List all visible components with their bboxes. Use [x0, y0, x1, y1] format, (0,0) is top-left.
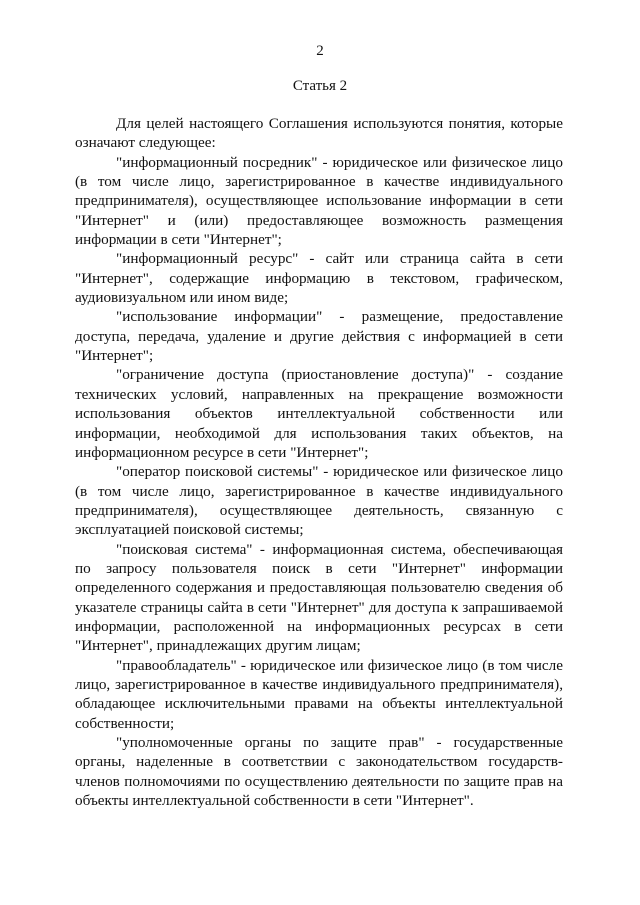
definition-use-of-information: "использование информации" - размещение, предоставление доступа, передача, удаление и другие действия с информацией в сети "Интернет"; [75, 308, 563, 365]
article-title: Статья 2 [292, 78, 348, 94]
definition-authorized-bodies: "уполномоченные органы по защите прав" - государственные органы, наделенные в соответствии с законодательством государств-членов полномочиями по осуществлению деятельности по защите прав на объекты интеллектуальной собственности в сети "Интернет". [75, 734, 563, 810]
definition-right-holder: "правообладатель" - юридическое или физическое лицо (в том числе лицо, зарегистрированное в качестве индивидуального предпринимателя), обладающее исключительными правами на объекты интеллектуальной собственности; [75, 656, 563, 732]
paragraph-intro: Для целей настоящего Соглашения используются понятия, которые означают следующее: [75, 115, 563, 152]
definition-information-resource: "информационный ресурс" - сайт или страница сайта в сети "Интернет", содержащие информацию в текстовом, графическом, аудиовизуальном или ином виде; [75, 250, 563, 307]
definition-access-restriction: "ограничение доступа (приостановление доступа)" - создание технических условий, направленных на прекращение возможности использования объектов интеллектуальной собственности или информации, необходимой для использования таких объектов, на информационном ресурсе в сети "Интернет"; [75, 366, 563, 461]
definition-information-intermediary: "информационный посредник" - юридическое или физическое лицо (в том числе лицо, зарегистрированное в качестве индивидуального предпринимателя), осуществляющее использование информации в сети "Интернет" и (или) предоставляющее возможность размещения информации в сети "Интернет"; [75, 153, 563, 249]
article-body [75, 114, 563, 810]
page-number: 2 [316, 43, 324, 59]
definition-search-engine: "поисковая система" - информационная система, обеспечивающая по запросу пользователя поиск в сети "Интернет" информации определенного содержания и предоставляющая пользователю сведения об указателе страницы сайта в сети "Интернет" для доступа к запрашиваемой информации, расположенной на информационных ресурсах в сети "Интернет", принадлежащих другим лицам; [75, 540, 563, 655]
definition-search-engine-operator: "оператор поисковой системы" - юридическое или физическое лицо (в том числе лицо, зарегистрированное в качестве индивидуального предпринимателя), осуществляющее деятельность, связанную с эксплуатацией поисковой системы; [75, 463, 563, 539]
